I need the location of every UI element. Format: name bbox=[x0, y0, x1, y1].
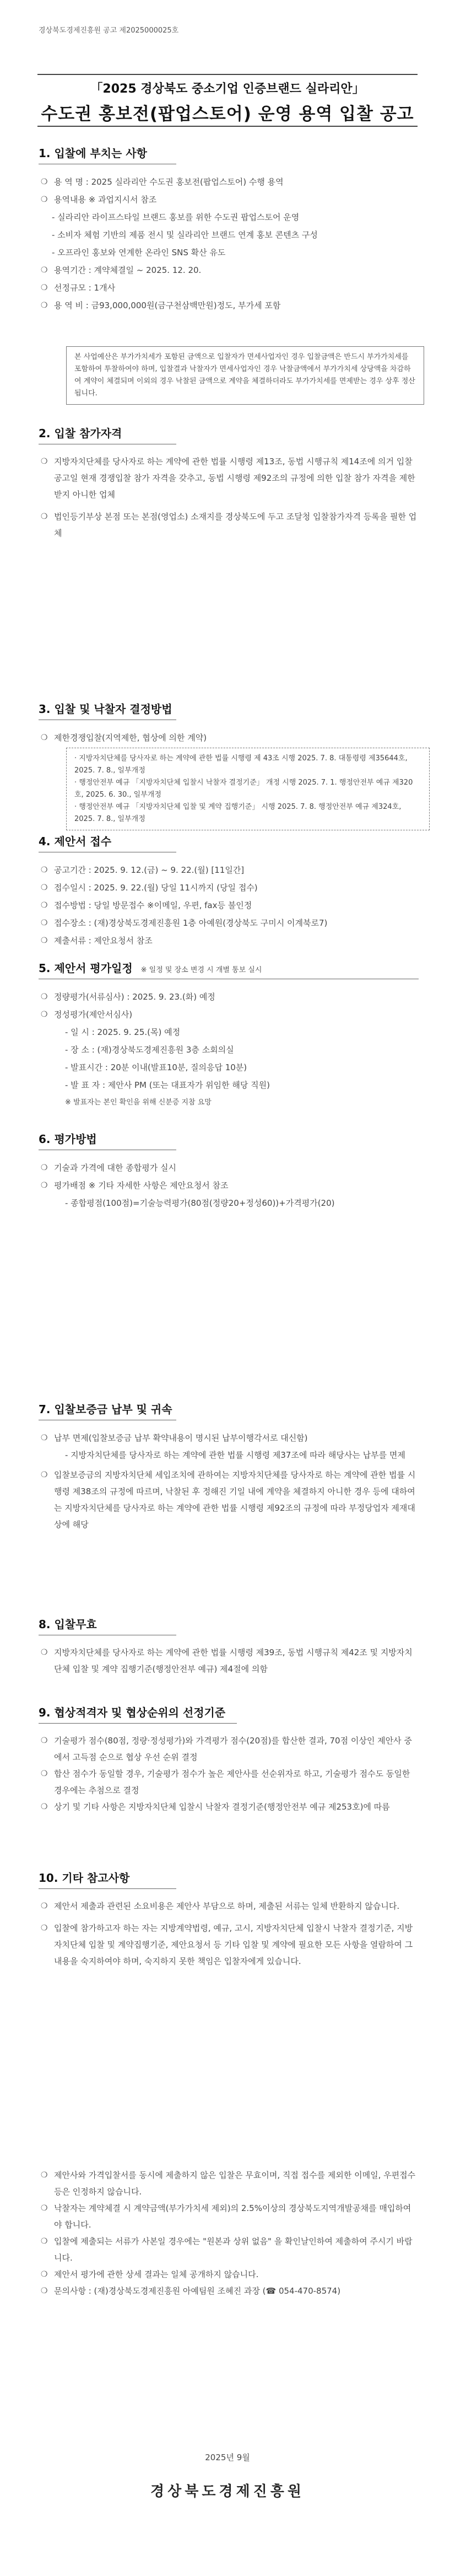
invalid-bid-paragraph: ❍ 지방자치단체를 당사자로 하는 계약에 관한 법률 시행령 제39조, 동법 시행규칙 제42조 및 지방자치단체 입찰 및 계약 집행기준(행정안전부 예규) 제4절에 의함 bbox=[39, 1644, 419, 1677]
title-box bbox=[37, 74, 418, 127]
submission-method: ❍ 접수방법 : 당일 방문접수 ※이메일, 우편, fax등 불인정 bbox=[39, 897, 419, 914]
reference-note: ❍ 제안서 평가에 관한 상세 결과는 일체 공개하지 않습니다. bbox=[39, 2266, 419, 2283]
eligibility-paragraph: ❍ 법인등기부상 본점 또는 본점(영업소) 소재지를 경상북도에 두고 조달청 입찰참가자격 등록을 필한 업체 bbox=[39, 508, 419, 541]
section-5 bbox=[39, 959, 419, 1112]
bidding-method: ❍ 제한경쟁입찰(지역제한, 협상에 의한 계약) bbox=[39, 729, 419, 747]
section-title: 2. 입찰 참가자격 bbox=[39, 425, 176, 444]
legal-reference: · 행정안전부 예규 「지방자치단체 입찰시 낙찰자 결정기준」 개정 시행 2025. 7. 1. 행정안전부 예규 제320호, 2025. 6. 30., 일부개정 bbox=[74, 779, 413, 799]
vat-note: 본 사업예산은 부가가치세가 포함된 금액으로 입찰자가 면세사업자인 경우 입찰금액은 반드시 부가가치세를 포함하여 투찰하여야 하며, 입찰결과 낙찰자가 면세사업자인 경우 낙찰금액에서 부가가치세 상당액을 차감하여 계약이 체결되며 이외의 경우 낙찰된 금액으로 계약을 체결하더라도 부가가치세를 면제받는 경우 상후 정산됩니다. bbox=[66, 346, 424, 405]
section-8 bbox=[39, 1616, 419, 1677]
section-title: 1. 입찰에 부치는 사항 bbox=[39, 144, 176, 164]
announcement-number: 경상북도경제진흥원 공고 제2025000025호 bbox=[39, 26, 179, 35]
section-title: 8. 입찰무효 bbox=[39, 1616, 176, 1635]
section-7 bbox=[39, 1400, 419, 1533]
id-note: ※ 발표자는 본인 확인을 위해 신분증 지참 요망 bbox=[65, 1098, 212, 1107]
content-item: - 오프라인 홍보와 연계한 온라인 SNS 확산 유도 bbox=[52, 248, 226, 257]
legal-reference-box bbox=[66, 748, 430, 830]
negotiation-criteria: ❍ 기술평가 점수(80점, 정량·정성평가)와 가격평가 점수(20점)를 합산한 결과, 70점 이상인 제안사 중에서 고득점 순으로 협상 우선 순위 결정 bbox=[39, 1732, 419, 1765]
evaluation-place: - 장 소 : (재)경상북도경제진흥원 3층 소회의실 bbox=[65, 1045, 234, 1055]
service-period: ❍ 용역기간 : 계약체결일 ~ 2025. 12. 20. bbox=[39, 261, 419, 279]
section-title: 3. 입찰 및 낙찰자 결정방법 bbox=[39, 700, 176, 720]
section-1 bbox=[39, 144, 419, 314]
section-2 bbox=[39, 425, 419, 541]
evaluation-points: ❍ 평가배점 ※ 기타 자세한 사항은 제안요청서 참조 bbox=[39, 1177, 419, 1194]
section-title: 7. 입찰보증금 납부 및 귀속 bbox=[39, 1400, 176, 1420]
legal-reference: · 행정안전부 예규 「지방자치단체 입찰 및 계약 집행기준」 시행 2025. 7. 8. 행정안전부 예규 제324호, 2025. 7. 8., 일부개정 bbox=[74, 803, 402, 823]
section-3 bbox=[39, 700, 419, 747]
reference-note: ❍ 낙찰자는 계약체결 시 계약금액(부가가치세 제외)의 2.5%이상의 경상북도지역개발공채를 매입하여야 합니다. bbox=[39, 2200, 419, 2233]
submission-datetime: ❍ 접수일시 : 2025. 9. 22.(월) 당일 11시까지 (당일 접수) bbox=[39, 879, 419, 897]
notice-period: ❍ 공고기간 : 2025. 9. 12.(금) ~ 9. 22.(월) [11일간] bbox=[39, 861, 419, 879]
section-title: 6. 평가방법 bbox=[39, 1130, 176, 1150]
deposit-exemption: ❍ 납부 면제(입찰보증금 납부 확약내용이 명시된 납부이행각서로 대신함) bbox=[39, 1429, 419, 1447]
content-item: - 소비자 체험 기반의 제품 전시 및 실라리안 브랜드 연계 홍보 콘텐츠 구성 bbox=[52, 230, 318, 240]
negotiation-criteria: ❍ 합산 점수가 동일할 경우, 기술평가 점수가 높은 제안사를 선순위자로 하고, 기술평가 점수도 동일한 경우에는 추첨으로 결정 bbox=[39, 1765, 419, 1799]
issuer-name: 경상북도경제진흥원 bbox=[150, 2483, 305, 2500]
deposit-exemption-detail: - 지방자치단체를 당사자로 하는 계약에 관한 법률 시행령 제37조에 따라 해당사는 납부를 면제 bbox=[65, 1450, 405, 1460]
section-10-continued bbox=[39, 2167, 419, 2299]
presentation-time: - 발표시간 : 20분 이내(발표10분, 질의응답 10분) bbox=[65, 1062, 247, 1072]
section-10 bbox=[39, 1869, 419, 1969]
content-item: - 실라리안 라이프스타일 브랜드 홍보를 위한 수도권 팝업스토어 운영 bbox=[52, 212, 300, 222]
qualitative-evaluation: ❍ 정성평가(제안서심사) bbox=[39, 1006, 419, 1023]
section-title-note: ※ 일정 및 장소 변경 시 개별 통보 실시 bbox=[140, 966, 262, 974]
eligibility-paragraph: ❍ 지방자치단체를 당사자로 하는 계약에 관한 법률 시행령 제13조, 동법 시행규칙 제14조에 의거 입찰공고일 현재 경쟁입찰 참가 자격을 갖추고, 동법 시행령 제92조의 규정에 의한 입찰 참가 자격을 제한받지 아니한 업체 bbox=[39, 453, 419, 503]
section-title: 4. 제안서 접수 bbox=[39, 833, 176, 852]
negotiation-criteria: ❍ 상기 및 기타 사항은 지방자치단체 입찰시 낙찰자 결정기준(행정안전부 예규 제253호)에 따름 bbox=[39, 1799, 419, 1815]
reference-note: ❍ 입찰에 제출되는 서류가 사본일 경우에는 "원본과 상위 없음" 을 확인날인하여 제출하여 주시기 바랍니다. bbox=[39, 2233, 419, 2266]
section-title: 9. 협상적격자 및 협상순위의 선정기준 bbox=[39, 1704, 237, 1724]
submission-documents: ❍ 제출서류 : 제안요청서 참조 bbox=[39, 932, 419, 949]
deposit-attribution: ❍ 입찰보증금의 지방자치단체 세입조치에 관하여는 지방자치단체를 당사자로 하는 계약에 관한 법률 시행령 제38조의 규정에 따르며, 낙찰된 후 정해진 기일 내에 계약을 체결하지 아니한 경우 등에 대하여는 지방자치단체를 당사자로 하는 계약에 관한 법률 시행령 제92조의 규정에 따라 부정당업자 제재대상에 해당 bbox=[39, 1467, 419, 1533]
evaluation-method: ❍ 기술과 가격에 대한 종합평가 실시 bbox=[39, 1159, 419, 1177]
subtitle: 「2025 경상북도 중소기업 인증브랜드 실라리안」 bbox=[90, 82, 365, 96]
total-score-formula: - 종합평점(100점)=기술능력평가(80점(정량20+정성60))+가격평가(20) bbox=[65, 1198, 335, 1208]
submission-place: ❍ 접수장소 : (재)경상북도경제진흥원 1층 아예원(경상북도 구미시 이계북로7) bbox=[39, 914, 419, 932]
section-title: 10. 기타 참고사항 bbox=[39, 1869, 176, 1889]
service-name: ❍ 용 역 명 : 2025 실라리안 수도권 홍보전(팝업스토어) 수행 용역 bbox=[39, 173, 419, 191]
section-9 bbox=[39, 1704, 419, 1815]
selection-scale: ❍ 선정규모 : 1개사 bbox=[39, 279, 419, 297]
quantitative-evaluation: ❍ 정량평가(서류심사) : 2025. 9. 23.(화) 예정 bbox=[39, 988, 419, 1006]
page-title: 수도권 홍보전(팝업스토어) 운영 용역 입찰 공고 bbox=[41, 104, 414, 124]
evaluation-date: - 일 시 : 2025. 9. 25.(목) 예정 bbox=[65, 1027, 181, 1037]
reference-note: ❍ 제안사와 가격입찰서를 동시에 제출하지 않은 입찰은 무효이며, 직접 접수를 제외한 이메일, 우편접수 등은 인정하지 않습니다. bbox=[39, 2167, 419, 2200]
legal-reference: · 지방자치단체를 당사자로 하는 계약에 관한 법률 시행령 제 43조 시행 2025. 7. 8. 대통령령 제35644호, 2025. 7. 8., 일부개정 bbox=[74, 754, 408, 775]
section-6 bbox=[39, 1130, 419, 1212]
contact-info: ❍ 문의사항 : (재)경상북도경제진흥원 아예팀원 조혜진 과장 (☎ 054-470-8574) bbox=[39, 2283, 419, 2299]
presenter: - 발 표 자 : 제안사 PM (또는 대표자가 위임한 해당 직원) bbox=[65, 1080, 270, 1090]
reference-note: ❍ 입찰에 참가하고자 하는 자는 지방계약법령, 예규, 고시, 지방자치단체 입찰시 낙찰자 결정기준, 지방자치단체 입찰 및 계약집행기준, 제안요청서 등 기타 입찰 및 계약에 필요한 모든 사항을 열람하여 그 내용을 숙지하여야 하며, 숙지하지 못한 책임은 입찰자에게 있습니다. bbox=[39, 1920, 419, 1969]
section-4 bbox=[39, 833, 419, 949]
section-title bbox=[39, 959, 419, 979]
reference-note: ❍ 제안서 제출과 관련된 소요비용은 제안사 부담으로 하며, 제출된 서류는 일체 반환하지 않습니다. bbox=[39, 1898, 419, 1914]
service-content: ❍ 용역내용 ※ 과업지시서 참조 bbox=[39, 191, 419, 208]
announcement-date: 2025년 9월 bbox=[205, 2452, 250, 2462]
service-cost: ❍ 용 역 비 : 금93,000,000원(금구천삼백만원)정도, 부가세 포함 bbox=[39, 297, 419, 314]
section-title-text: 5. 제안서 평가일정 bbox=[39, 962, 133, 975]
